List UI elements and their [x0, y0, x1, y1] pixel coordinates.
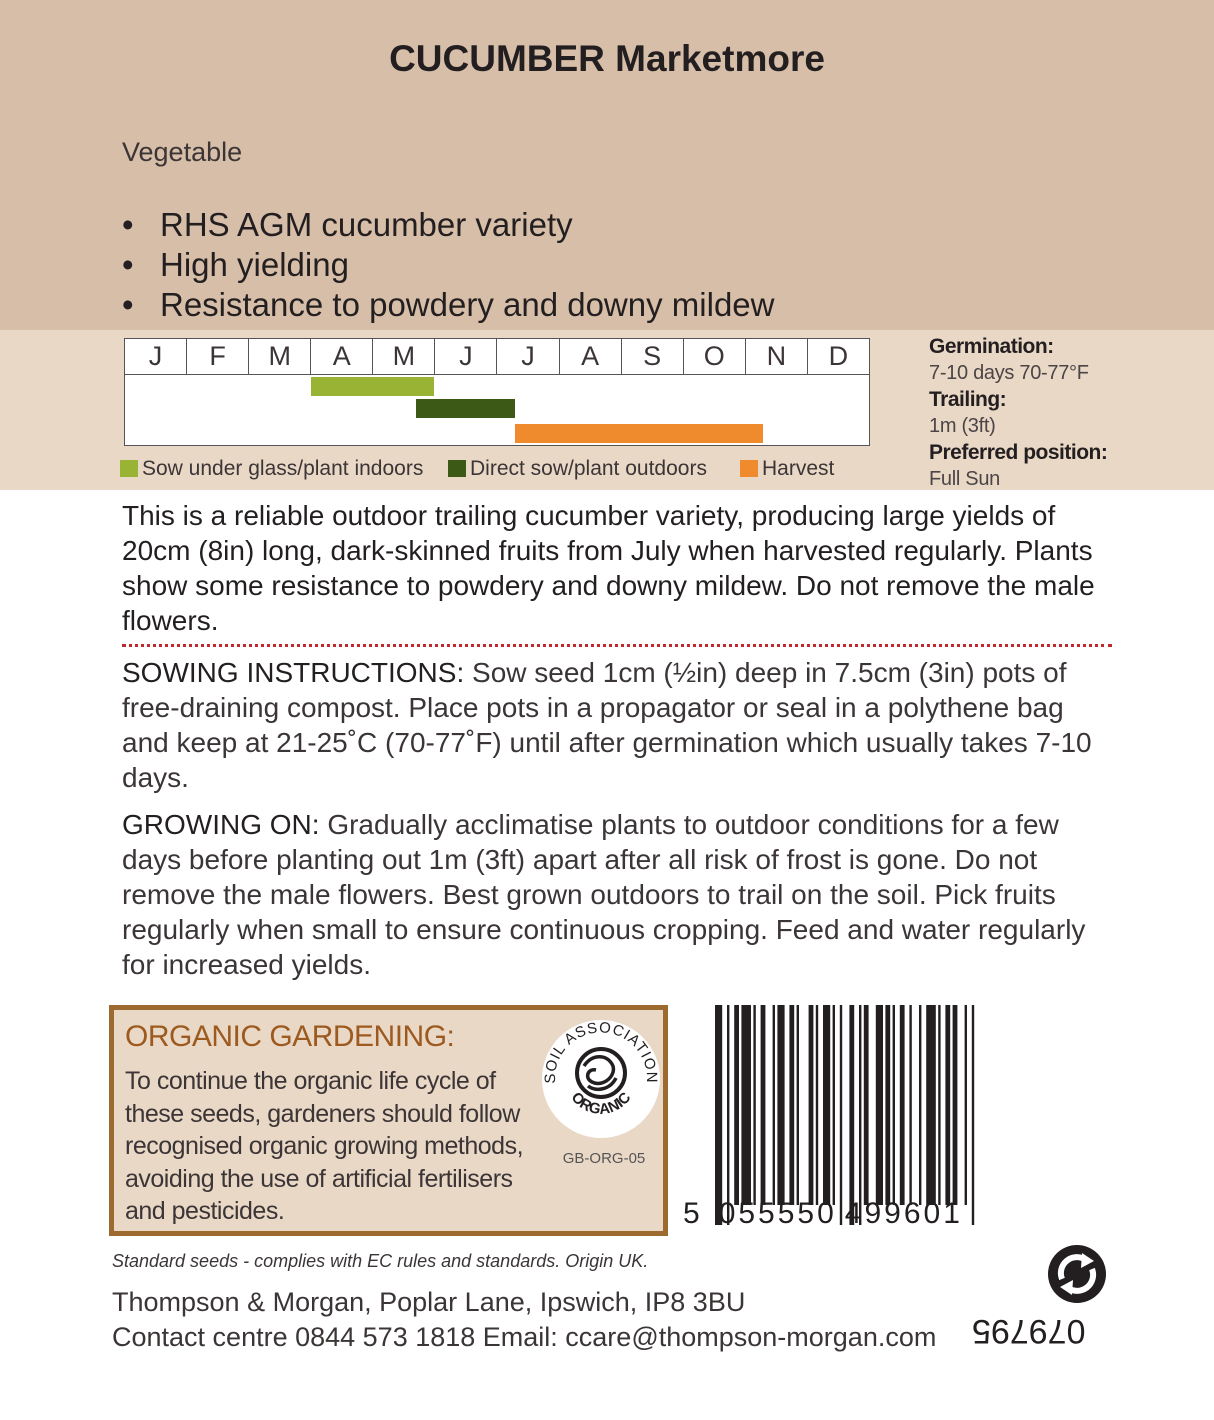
barcode-bar: [734, 1005, 739, 1205]
legend-swatch: [448, 460, 466, 477]
barcode-bar: [885, 1005, 890, 1205]
calendar-month: J: [435, 339, 497, 374]
organic-gardening-box: [109, 1005, 668, 1236]
variety-description: This is a reliable outdoor trailing cucumber variety, producing large yields of 20cm (8in) long, dark-skinned fruits from July when harvested regularly. Plants show some resistance to powdery and downy mildew. Do not remove the male flowers.: [122, 500, 1095, 636]
barcode-bar: [859, 1005, 861, 1225]
seal-code: GB-ORG-05: [562, 1150, 646, 1167]
soil-association-seal-icon: [540, 1018, 662, 1140]
calendar-period-bar: [416, 399, 515, 418]
sowing-instructions: [122, 655, 1102, 795]
barcode-bar: [965, 1005, 967, 1205]
barcode-number: 5 055550 499601: [683, 1197, 963, 1230]
barcode-bar: [797, 1005, 799, 1205]
barcode-bar: [840, 1005, 842, 1225]
growing-text: Gradually acclimatise plants to outdoor conditions for a few days before planting out 1m (3ft) apart after all risk of frost is gone. Do not remove the male flowers. Best grown outdoors to trail on the soil. Pick fruits regularly when small to ensure continuous cropping. Feed and water regularly for increased yields.: [122, 809, 1086, 980]
legend-item-sow-indoors: Sow under glass/plant indoors: [120, 457, 423, 481]
company-address: [112, 1285, 936, 1355]
legend-swatch: [120, 460, 138, 477]
calendar-month: S: [622, 339, 684, 374]
calendar-month: D: [828, 341, 849, 371]
trailing-label: Trailing:: [929, 388, 1007, 411]
legend-item-direct-sow: Direct sow/plant outdoors: [448, 457, 707, 481]
calendar-month: M: [249, 339, 311, 374]
dotted-divider: [122, 644, 1112, 647]
barcode-bar: [715, 1005, 722, 1225]
sowing-text: Sow seed 1cm (½in) deep in 7.5cm (3in) pots of free-draining compost. Place pots in a propagator or seal in a polythene bag and keep at 21-25˚C (70-77˚F) until after germination which usually takes 7-10 days.: [122, 657, 1092, 793]
barcode-bar: [753, 1005, 755, 1205]
barcode-bar: [864, 1005, 869, 1205]
calendar-month: F: [187, 339, 249, 374]
calendar-month: M: [373, 339, 435, 374]
organic-title: ORGANIC GARDENING:: [125, 1020, 455, 1053]
standards-note: Standard seeds - complies with EC rules and standards. Origin UK.: [112, 1251, 649, 1271]
contact-line: Contact centre 0844 573 1818 Email: ccare@thompson-morgan.com: [112, 1322, 937, 1352]
barcode-bar: [761, 1005, 766, 1205]
barcode-bar: [741, 1005, 751, 1205]
svg-text:ORGANIC: ORGANIC: [567, 1089, 635, 1119]
barcode-bar: [789, 1005, 794, 1205]
page-title: CUCUMBER Marketmore: [389, 38, 825, 79]
svg-text:SOIL ASSOCIATION: SOIL ASSOCIATION: [541, 1019, 661, 1084]
calendar-month: A: [560, 339, 622, 374]
position-value: Full Sun: [929, 468, 1000, 490]
barcode-bar: [909, 1005, 911, 1205]
barcode-bar: [972, 1005, 974, 1225]
growing-info: [929, 334, 1209, 493]
sowing-calendar: [124, 338, 870, 446]
calendar-month: O: [684, 339, 746, 374]
barcode-bar: [938, 1005, 940, 1205]
sowing-label: SOWING INSTRUCTIONS:: [122, 657, 465, 688]
calendar-period-bar: [515, 424, 763, 443]
feature-item: • RHS AGM cucumber variety: [122, 205, 774, 245]
barcode-bar: [945, 1005, 950, 1205]
barcode-bar: [900, 1005, 905, 1205]
barcode-bar: [926, 1005, 936, 1205]
germination-value: 7-10 days 70-77°F: [929, 362, 1089, 384]
barcode-bar: [823, 1005, 830, 1205]
barcode-bar: [919, 1005, 921, 1205]
feature-item: • Resistance to powdery and downy mildew: [122, 285, 774, 325]
calendar-period-bar: [311, 377, 434, 396]
calendar-month: N: [746, 339, 808, 374]
product-code: 079795: [972, 1312, 1086, 1350]
germination-label: Germination:: [929, 335, 1054, 358]
calendar-month: J: [497, 339, 559, 374]
barcode-bar: [893, 1005, 895, 1205]
organic-text: To continue the organic life cycle of these seeds, gardeners should follow recognised organic growing methods, avoiding the use of artificial fertilisers and pesticides.: [125, 1067, 524, 1225]
address-line: Thompson & Morgan, Poplar Lane, Ipswich, IP8 3BU: [112, 1287, 746, 1317]
growing-label: GROWING ON:: [122, 809, 320, 840]
feature-list: [122, 205, 774, 325]
calendar-month-row: [125, 339, 869, 375]
growing-on: [122, 807, 1102, 982]
recycle-icon: [1046, 1243, 1108, 1305]
legend-item-harvest: Harvest: [740, 457, 834, 481]
barcode-bar: [816, 1005, 818, 1205]
barcode-bar: [833, 1005, 835, 1205]
category-label: Vegetable: [122, 137, 243, 167]
calendar-month: J: [125, 339, 187, 374]
barcode-bar: [876, 1005, 883, 1205]
calendar-month: A: [311, 339, 373, 374]
barcode-bar: [777, 1005, 784, 1205]
legend-swatch: [740, 460, 758, 477]
barcode-bar: [809, 1005, 814, 1205]
barcode-bar: [773, 1005, 775, 1205]
position-label: Preferred position:: [929, 441, 1108, 464]
barcode-bar: [727, 1005, 729, 1225]
barcode-bar: [849, 1005, 854, 1225]
barcode-bar: [953, 1005, 958, 1205]
trailing-value: 1m (3ft): [929, 415, 996, 437]
feature-item: • High yielding: [122, 245, 774, 285]
